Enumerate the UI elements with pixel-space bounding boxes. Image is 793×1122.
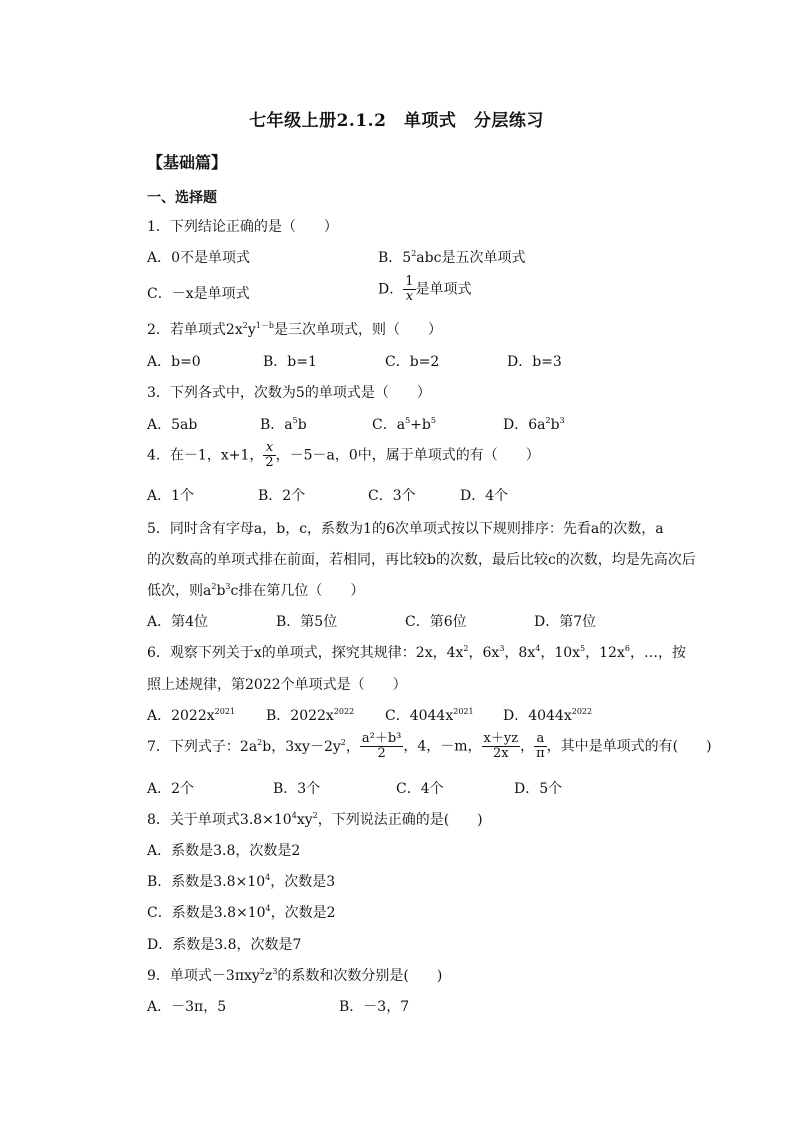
question-3-stem: 3．下列各式中，次数为5的单项式是（ ） (147, 385, 431, 401)
q5-option-d: D．第7位 (534, 614, 597, 630)
q4-option-c: C．3个 (368, 488, 416, 504)
q3-option-d: D．$6a^2b^3$ (503, 416, 565, 433)
document-title: 七年级上册2.1.2 单项式 分层练习 (249, 111, 544, 131)
q1-option-b: B．$5^2abc$是五次单项式 (378, 249, 526, 266)
q3-option-c: C．$a^5+b^5$ (372, 416, 436, 433)
q2-option-c: C．b=2 (385, 354, 440, 370)
question-5-line-1: 5．同时含有字母a，b，c，系数为1的6次单项式按以下规则排序：先看a的次数，a (147, 521, 664, 537)
question-5-line-3: 低次，则$a^2b^3c$排在第几位（ ） (147, 582, 365, 599)
q5-option-b: B．第5位 (276, 614, 338, 630)
q8-option-c: C．系数是$3.8\times 10^4$，次数是2 (147, 904, 336, 921)
q4-option-d: D．4个 (460, 488, 509, 504)
question-9-stem: 9．单项式$-3\pi xy^2z^3$的系数和次数分别是( ) (147, 967, 443, 984)
question-7-stem: 7．下列式子：$2a^2b$，$3xy-2y^2$， $\frac{\text{a²＋b³}}{2}$ ，4，－m， $\frac{x+yz}{2x}$ ， $\frac{a}{\pi}$ ，其中是单项式的有( ) (147, 731, 712, 761)
q2-option-b: B．b=1 (263, 354, 317, 370)
fraction-3: $\frac{a}{\pi}$ (536, 731, 545, 761)
section-heading: 【基础篇】 (147, 153, 228, 172)
q6-option-d: D．$4044x^{2022}$ (503, 707, 593, 724)
q3-option-a: A．5ab (147, 417, 198, 433)
q1-option-d: D． $\frac{1}{x}$ 是单项式 (378, 274, 472, 304)
q8-option-a: A．系数是3.8，次数是2 (147, 843, 301, 859)
question-6-line-1: 6．观察下列关于x的单项式，探究其规律：2x，$4x^2$，$6x^3$，$8x^4$，$10x^5$，$12x^6$，…，按 (147, 644, 686, 661)
q9-option-b: B．－3，7 (339, 999, 410, 1015)
q1-option-c: C．－x是单项式 (147, 286, 250, 302)
q7-option-b: B．3个 (273, 781, 321, 797)
q3-option-b: B．$a^5b$ (260, 416, 307, 433)
fraction-2: $\frac{x+yz}{2x}$ (483, 731, 519, 761)
question-1-stem: 1．下列结论正确的是（ ） (147, 219, 338, 235)
q6-option-c: C．$4044x^{2021}$ (385, 707, 474, 724)
q9-option-a: A．－3π，5 (147, 999, 227, 1015)
q7-option-c: C．4个 (396, 781, 444, 797)
q8-option-b: B．系数是$3.8\times 10^4$，次数是3 (147, 873, 336, 890)
q7-option-d: D．5个 (514, 781, 563, 797)
q1-option-a: A．0不是单项式 (147, 250, 251, 266)
q5-option-a: A．第4位 (147, 614, 209, 630)
q2-option-a: A．b=0 (147, 354, 201, 370)
question-2-stem: 2．若单项式$2x^2y^{1-b}$是三次单项式，则（ ） (147, 321, 442, 338)
q6-option-a: A．$2022x^{2021}$ (147, 707, 235, 724)
q5-option-c: C．第6位 (405, 614, 467, 630)
q8-option-d: D．系数是3.8，次数是7 (147, 937, 302, 953)
q4-option-b: B．2个 (258, 488, 306, 504)
question-6-line-2: 照上述规律，第2022个单项式是（ ） (147, 677, 407, 693)
q4-option-a: A．1个 (147, 488, 195, 504)
question-5-line-2: 的次数高的单项式排在前面，若相同，再比较b的次数，最后比较c的次数，均是先高次后 (147, 552, 696, 568)
q6-option-b: B．$2022x^{2022}$ (266, 707, 355, 724)
q7-option-a: A．2个 (147, 781, 195, 797)
subsection-heading: 一、选择题 (147, 190, 217, 206)
question-4-stem: 4．在－1，x+1， $\frac{x}{2}$ ，－5－a，0中，属于单项式的有（ ） (147, 440, 540, 470)
question-8-stem: 8．关于单项式$3.8\times 10^4xy^2$，下列说法正确的是( ) (147, 811, 483, 828)
q2-option-d: D．b=3 (507, 354, 562, 370)
fraction-1: $\frac{\text{a²＋b³}}{2}$ (361, 731, 402, 761)
